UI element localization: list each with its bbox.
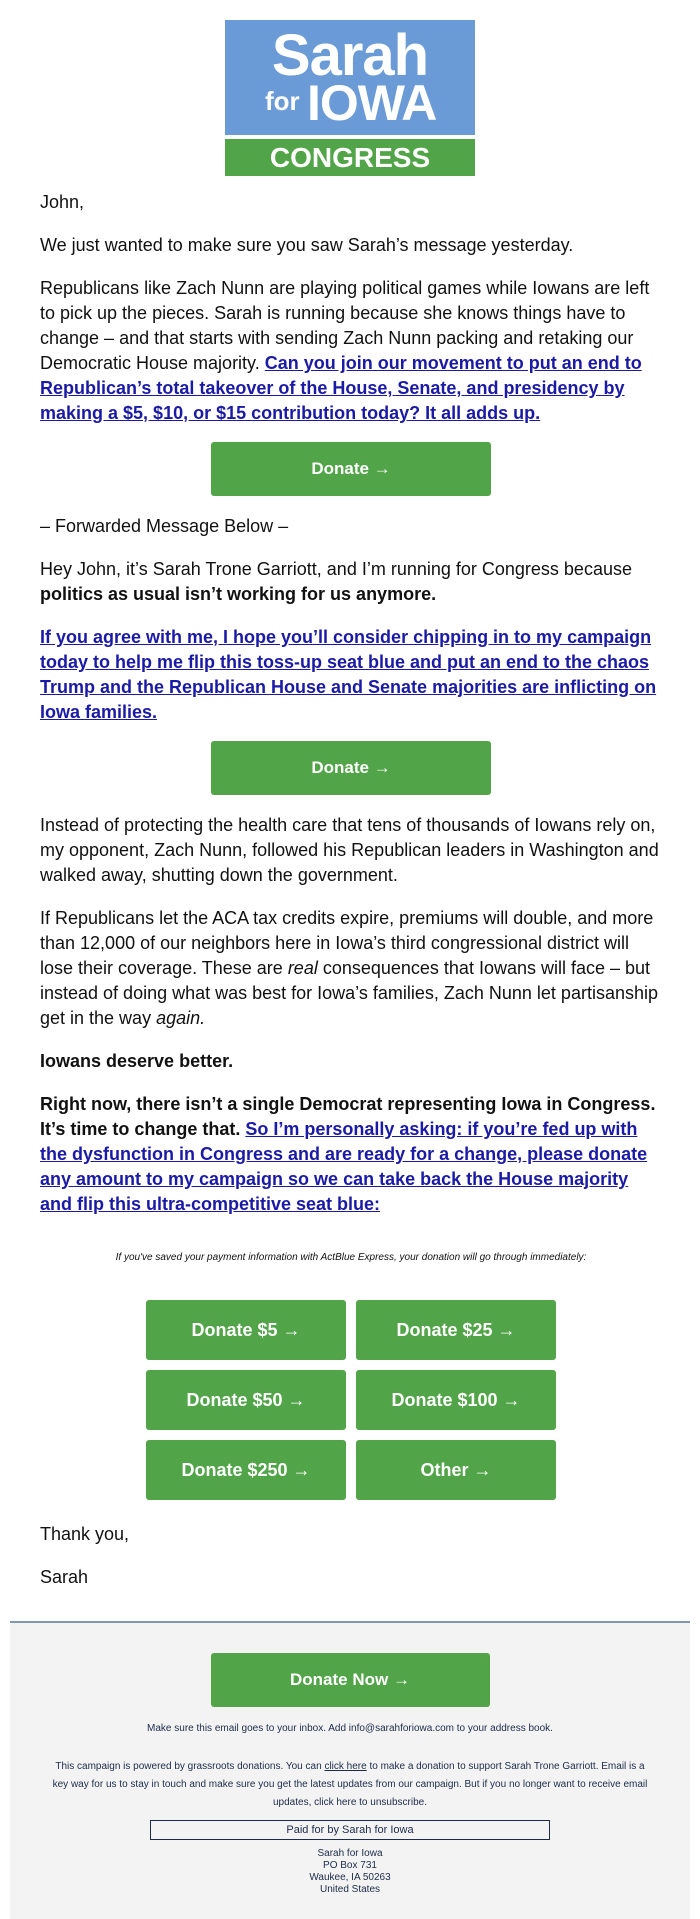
text: Republicans like Zach Nunn are playing political games while Iowans are left to pick up the pieces. Sarah is running because she knows things have to change – and that starts with sending Zach Nunn packing and retaking our Democratic House majority.	[40, 278, 650, 373]
address-line: PO Box 731	[323, 1860, 377, 1871]
paragraph-hey	[40, 557, 662, 607]
donation-amount-grid	[40, 1300, 662, 1500]
paragraph-aca	[40, 906, 662, 1031]
donate-5-button[interactable]: Donate $5 →	[146, 1300, 346, 1360]
address-line: United States	[319, 1884, 381, 1895]
logo-sarah: Sarah	[271, 23, 429, 88]
paragraph-intro: We just wanted to make sure you saw Sarah’s message yesterday.	[40, 235, 574, 255]
donate-25-button[interactable]: Donate $25 →	[356, 1300, 556, 1360]
donate-now-button[interactable]: Donate Now →	[211, 1653, 490, 1707]
logo-for: for	[265, 86, 300, 116]
mailing-address	[10, 1848, 690, 1896]
paragraph-agree	[40, 625, 662, 725]
bold-text: Right now, there isn’t a single Democrat representing Iowa in Congress. It’s time to change that.	[40, 1094, 656, 1139]
em-text: again.	[156, 1008, 206, 1028]
em-text: real	[287, 958, 318, 978]
click-here-link[interactable]: click here	[324, 1761, 367, 1772]
email-body	[40, 190, 662, 1608]
logo-blue-block	[225, 20, 475, 135]
paragraph-ask	[40, 1092, 662, 1217]
footer	[10, 1621, 690, 1919]
text: to make a donation to support Sarah Trone Garriott. Email is a key way for us to stay in touch and make sure you get the latest updates from our campaign. But if you no longer want to receive email updates, click here to unsubscribe.	[52, 1761, 648, 1808]
donate-button[interactable]: Donate →	[211, 741, 491, 795]
bold-text: Iowans deserve better.	[40, 1051, 234, 1071]
logo-congress: CONGRESS	[225, 139, 475, 176]
donate-50-button[interactable]: Donate $50 →	[146, 1370, 346, 1430]
campaign-logo	[225, 20, 475, 176]
address-line: Waukee, IA 50263	[309, 1872, 391, 1883]
text: consequences that Iowans will face – but instead of doing what was best for Iowa’s families, Zach Nunn let partisanship get in the way	[40, 958, 658, 1028]
donate-link[interactable]: So I’m personally asking: if you’re fed up with the dysfunction in Congress and are ready for a change, please donate any amount to my campaign so we can take back the House majority and flip this ultra-competitive seat blue:	[40, 1119, 648, 1214]
closing: Thank you,	[40, 1524, 130, 1544]
donate-250-button[interactable]: Donate $250 →	[146, 1440, 346, 1500]
text: Hey John, it’s Sarah Trone Garriott, and I’m running for Congress because	[40, 559, 632, 579]
paragraph-deserve	[40, 1049, 662, 1074]
actblue-note: If you've saved your payment information with ActBlue Express, your donation will go through immediately:	[115, 1252, 587, 1263]
grassroots-note	[10, 1758, 690, 1812]
donate-button[interactable]: Donate →	[211, 442, 491, 496]
donate-other-button[interactable]: Other →	[356, 1440, 556, 1500]
paid-for-box: Paid for by Sarah for Iowa	[150, 1820, 550, 1840]
donate-100-button[interactable]: Donate $100 →	[356, 1370, 556, 1430]
signature: Sarah	[40, 1567, 89, 1587]
donate-link[interactable]: Can you join our movement to put an end to Republican’s total takeover of the House, Senate, and presidency by making a $5, $10, or $15 contribution today? It all adds up.	[40, 353, 642, 423]
inbox-note: Make sure this email goes to your inbox. Add info@sarahforiowa.com to your address book.	[147, 1723, 553, 1734]
paragraph-health: Instead of protecting the health care that tens of thousands of Iowans rely on, my opponent, Zach Nunn, followed his Republican leaders in Washington and walked away, shutting down the government.	[40, 815, 659, 885]
address-line: Sarah for Iowa	[317, 1848, 383, 1859]
text: This campaign is powered by grassroots donations. You can	[55, 1761, 325, 1772]
bold-text: politics as usual isn’t working for us anymore.	[40, 584, 437, 604]
logo-iowa: IOWA	[307, 75, 437, 131]
forwarded-label: – Forwarded Message Below –	[40, 516, 289, 536]
paragraph-republicans	[40, 276, 662, 426]
greeting: John,	[40, 192, 85, 212]
donate-link[interactable]: If you agree with me, I hope you’ll consider chipping in to my campaign today to help me flip this toss-up seat blue and put an end to the chaos Trump and the Republican House and Senate majorities are inflicting on Iowa families.	[40, 627, 657, 722]
text: If Republicans let the ACA tax credits expire, premiums will double, and more than 12,000 of our neighbors here in Iowa’s third congressional district will lose their coverage. These are	[40, 908, 654, 978]
